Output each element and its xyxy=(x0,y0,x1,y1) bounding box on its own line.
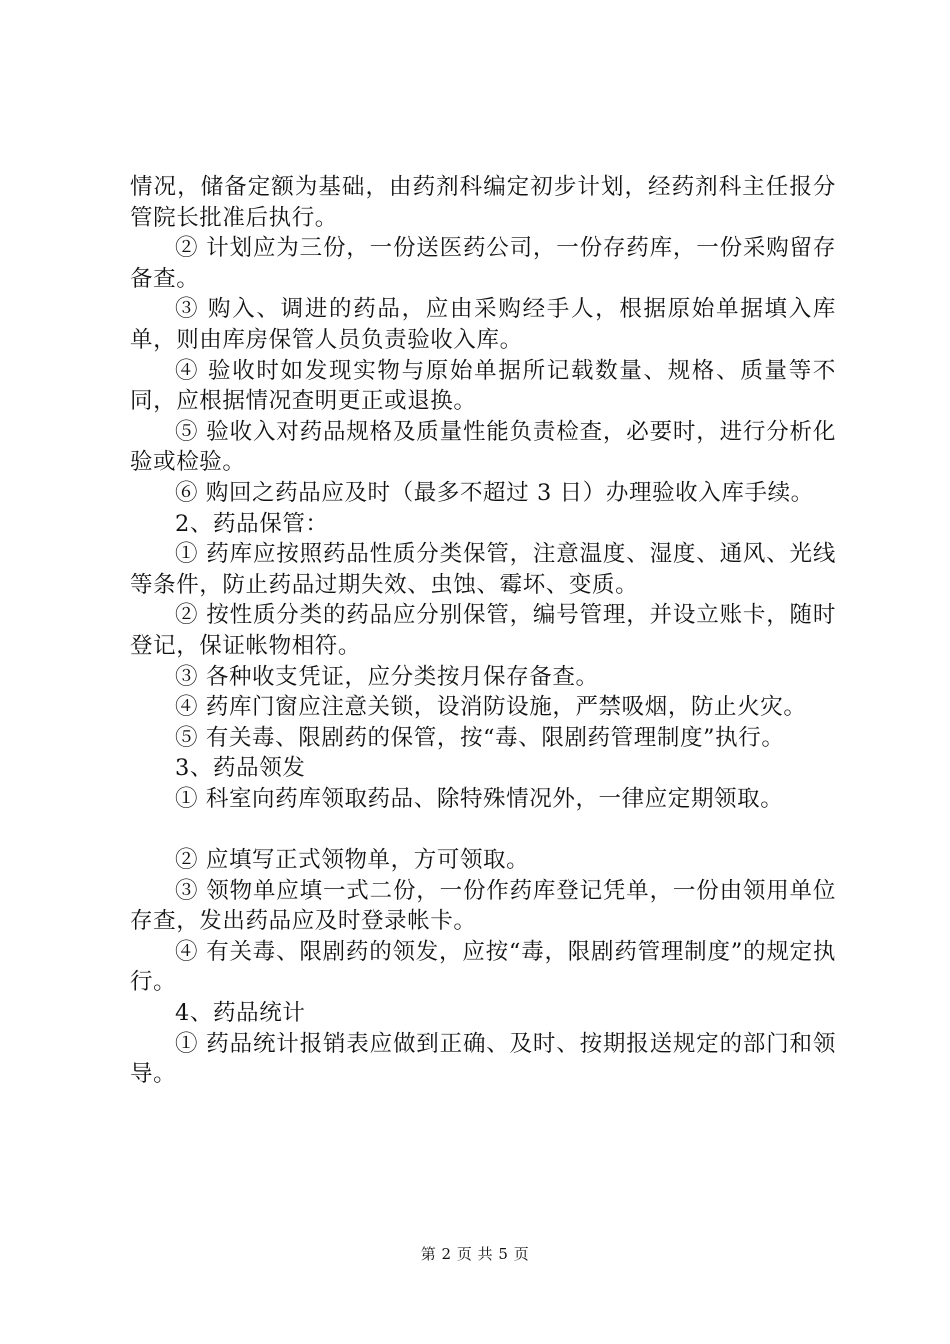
paragraph-periodic-collection: ① 科室向药库领取药品、除特殊情况外，一律应定期领取。 xyxy=(175,785,784,812)
paragraph-toxic-distribution: ④ 有关毒、限剧药的领发，应按“毒，限剧药管理制度”的规定执行。 xyxy=(130,938,836,996)
paragraph-quality-check: ⑤ 验收入对药品规格及质量性能负责检查，必要时，进行分析化验或检验。 xyxy=(130,418,836,476)
paragraph-plan-copies: ② 计划应为三份，一份送医药公司，一份存药库，一份采购留存备查。 xyxy=(130,235,836,292)
paragraph-requisition-copies: ③ 领物单应填一式二份，一份作药库登记凭单，一份由领用单位存查，发出药品应及时登录帐卡。 xyxy=(130,877,836,935)
paragraph-inspection-discrepancy: ④ 验收时如发现实物与原始单据所记载数量、规格、质量等不同，应根据情况查明更正或退换。 xyxy=(130,357,836,415)
paragraph-storage-conditions: ① 药库应按照药品性质分类保管，注意温度、湿度、通风、光线等条件，防止药品过期失效、虫蚀、霉坏、变质。 xyxy=(130,541,836,598)
paragraph-continuation: 情况，储备定额为基础，由药剂科编定初步计划，经药剂科主任报分管院长批准后执行。 xyxy=(130,174,836,231)
paragraph-timely-storage: ⑥ 购回之药品应及时（最多不超过 3 日）办理验收入库手续。 xyxy=(175,479,814,506)
section-heading-distribution: 3、药品领发 xyxy=(175,755,306,782)
paragraph-vouchers: ③ 各种收支凭证，应分类按月保存备查。 xyxy=(175,663,599,690)
paragraph-toxic-storage: ⑤ 有关毒、限剧药的保管，按“毒、限剧药管理制度”执行。 xyxy=(175,724,785,751)
paragraph-classified-storage: ② 按性质分类的药品应分别保管，编号管理，并设立账卡，随时登记，保证帐物相符。 xyxy=(130,602,836,659)
document-body xyxy=(130,172,836,1090)
paragraph-purchase-receipt: ③ 购入、调进的药品，应由采购经手人，根据原始单据填入库单，则由库房保管人员负责验收入库。 xyxy=(130,296,836,353)
paragraph-statistics-report: ① 药品统计报销表应做到正确、及时、按期报送规定的部门和领导。 xyxy=(130,1030,836,1088)
section-heading-statistics: 4、药品统计 xyxy=(175,1000,306,1027)
section-heading-storage: 2、药品保管： xyxy=(175,510,329,537)
paragraph-requisition-form: ② 应填写正式领物单，方可领取。 xyxy=(175,847,530,874)
paragraph-fire-safety: ④ 药库门窗应注意关锁，设消防设施，严禁吸烟，防止火灾。 xyxy=(175,694,807,721)
page-number-footer: 第 2 页 共 5 页 xyxy=(420,1245,530,1263)
